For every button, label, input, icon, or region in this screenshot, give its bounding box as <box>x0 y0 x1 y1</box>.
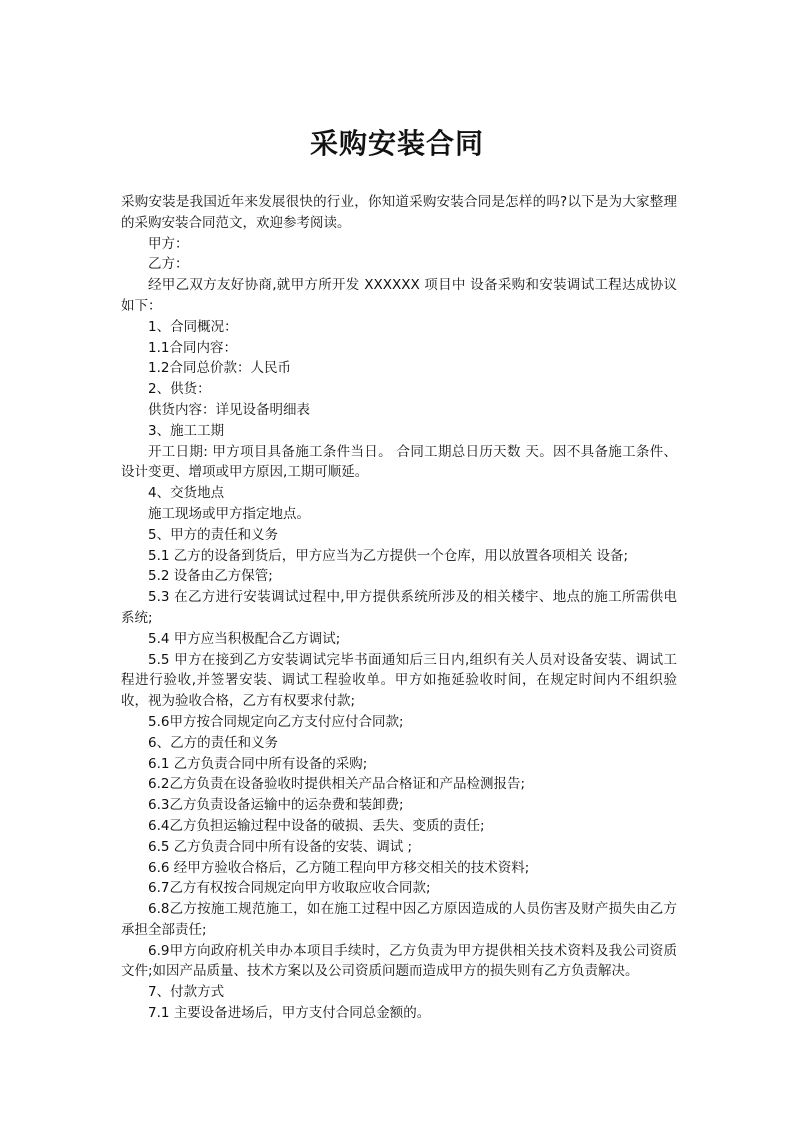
paragraph: 5.3 在乙方进行安装调试过程中,甲方提供系统所涉及的相关楼宇、地点的施工所需供电系统; <box>121 589 677 626</box>
paragraph: 施工现场或甲方指定地点。 <box>148 505 310 522</box>
paragraph: 6.7乙方有权按合同规定向甲方收取应收合同款; <box>148 880 431 897</box>
paragraph: 6、乙方的责任和义务 <box>148 734 279 751</box>
paragraph: 4、交货地点 <box>148 485 225 502</box>
paragraph: 5.4 甲方应当积极配合乙方调试; <box>148 630 341 647</box>
document-body <box>121 192 677 1024</box>
paragraph: 开工日期: 甲方项目具备施工条件当日。 合同工期总日历天数 天。因不具备施工条件、设计变更、增项或甲方原因,工期可顺延。 <box>121 443 677 481</box>
paragraph: 5.6甲方按合同规定向乙方支付应付合同款; <box>148 713 404 730</box>
paragraph: 采购安装是我国近年来发展很快的行业，你知道采购安装合同是怎样的吗?以下是为大家整理的采购安装合同范文，欢迎参考阅读。 <box>121 194 677 231</box>
paragraph: 6.6 经甲方验收合格后，乙方随工程向甲方移交相关的技术资料; <box>148 859 530 876</box>
paragraph: 甲方： <box>148 235 189 252</box>
paragraph: 1.1合同内容： <box>148 339 237 356</box>
paragraph: 6.1 乙方负责合同中所有设备的采购; <box>148 755 368 772</box>
paragraph: 7、付款方式 <box>148 984 225 1001</box>
paragraph: 1.2合同总价款：人民币 <box>148 360 291 377</box>
paragraph: 6.2乙方负责在设备验收时提供相关产品合格证和产品检测报告; <box>148 776 526 793</box>
paragraph: 6.3乙方负责设备运输中的运杂费和装卸费; <box>148 797 404 814</box>
paragraph: 3、施工工期 <box>148 422 225 439</box>
paragraph: 2、供货： <box>148 381 211 398</box>
paragraph: 5、甲方的责任和义务 <box>148 526 279 543</box>
paragraph: 6.8乙方按施工规范施工，如在施工过程中因乙方原因造成的人员伤害及财产损失由乙方承担全部责任; <box>121 901 677 938</box>
paragraph: 1、合同概况： <box>148 318 238 335</box>
paragraph: 7.1 主要设备进场后，甲方支付合同总金额的。 <box>148 1005 431 1022</box>
paragraph: 6.5 乙方负责合同中所有设备的安装、调试 ; <box>148 838 413 855</box>
paragraph: 乙方： <box>148 256 189 273</box>
paragraph: 5.1 乙方的设备到货后，甲方应当为乙方提供一个仓库，用以放置各项相关 设备; <box>148 547 629 564</box>
paragraph: 6.9甲方向政府机关申办本项目手续时，乙方负责为甲方提供相关技术资料及我公司资质文件;如因产品质量、技术方案以及公司资质问题而造成甲方的损失则有乙方负责解决。 <box>121 942 677 980</box>
paragraph: 经甲乙双方友好协商,就甲方所开发 XXXXXX 项目中 设备采购和安装调试工程达成协议如下： <box>121 277 677 314</box>
paragraph: 5.5 甲方在接到乙方安装调试完毕书面通知后三日内,组织有关人员对设备安装、调试工程进行验收,并签署安装、调试工程验收单。甲方如拖延验收时间，在规定时间内不组织验收，视为验收合格，乙方有权要求付款; <box>121 651 677 710</box>
paragraph: 5.2 设备由乙方保管; <box>148 568 273 585</box>
paragraph: 6.4乙方负担运输过程中设备的破损、丢失、变质的责任; <box>148 817 485 834</box>
document-title: 采购安装合同 <box>309 127 484 160</box>
paragraph: 供货内容：详见设备明细表 <box>148 401 310 418</box>
